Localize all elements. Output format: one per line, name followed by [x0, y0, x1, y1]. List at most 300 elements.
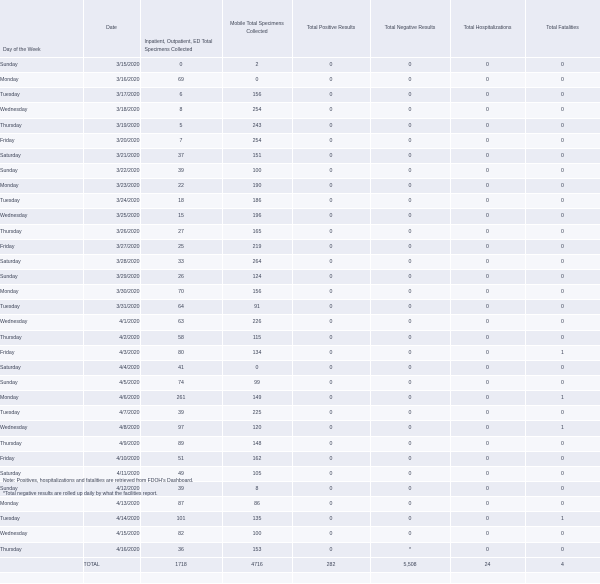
cell-negative-results: 0 — [370, 285, 450, 300]
trailing-cell — [222, 572, 292, 583]
cell-hospitalizations: 0 — [450, 58, 525, 73]
cell-day-of-week: Friday — [0, 451, 83, 466]
cell-positive-results: 0 — [292, 481, 370, 496]
cell-inpatient-specimens: 37 — [140, 148, 222, 163]
cell-mobile-specimens: 219 — [222, 239, 292, 254]
trailing-cell — [370, 572, 450, 583]
cell-negative-results: * — [370, 542, 450, 557]
cell-date: 4/14/2020 — [83, 512, 140, 527]
cell-mobile-specimens: 120 — [222, 421, 292, 436]
cell-inpatient-specimens: 0 — [140, 58, 222, 73]
cell-date: 3/24/2020 — [83, 194, 140, 209]
cell-positive-results: 0 — [292, 254, 370, 269]
cell-positive-results: 0 — [292, 466, 370, 481]
table-row — [0, 375, 600, 390]
cell-positive-results: 0 — [292, 239, 370, 254]
cell-date: 3/30/2020 — [83, 285, 140, 300]
table-row — [0, 436, 600, 451]
table-row — [0, 58, 600, 73]
cell-day-of-week: Thursday — [0, 224, 83, 239]
table-row — [0, 88, 600, 103]
cell-day-of-week: Thursday — [0, 330, 83, 345]
cell-negative-results: 0 — [370, 497, 450, 512]
cell-fatalities: 0 — [525, 527, 600, 542]
cell-fatalities: 0 — [525, 300, 600, 315]
cell-positive-results: 0 — [292, 345, 370, 360]
cell-negative-results: 0 — [370, 209, 450, 224]
cell-inpatient-specimens: 80 — [140, 345, 222, 360]
cell-date: 4/9/2020 — [83, 436, 140, 451]
total-fatalities: 4 — [525, 557, 600, 572]
total-hospitalizations: 24 — [450, 557, 525, 572]
cell-hospitalizations: 0 — [450, 269, 525, 284]
cell-positive-results: 0 — [292, 58, 370, 73]
cell-fatalities: 1 — [525, 345, 600, 360]
cell-hospitalizations: 0 — [450, 497, 525, 512]
cell-day-of-week: Tuesday — [0, 194, 83, 209]
column-header-total-negative-results: Total Negative Results — [370, 0, 450, 58]
cell-negative-results: 0 — [370, 269, 450, 284]
table-row — [0, 300, 600, 315]
cell-mobile-specimens: 100 — [222, 163, 292, 178]
cell-fatalities: 0 — [525, 481, 600, 496]
cell-mobile-specimens: 135 — [222, 512, 292, 527]
table-row — [0, 330, 600, 345]
cell-inpatient-specimens: 63 — [140, 315, 222, 330]
cell-negative-results: 0 — [370, 194, 450, 209]
cell-mobile-specimens: 0 — [222, 360, 292, 375]
cell-negative-results: 0 — [370, 436, 450, 451]
cell-day-of-week: Wednesday — [0, 527, 83, 542]
cell-day-of-week: Monday — [0, 391, 83, 406]
cell-positive-results: 0 — [292, 360, 370, 375]
cell-mobile-specimens: 100 — [222, 527, 292, 542]
cell-day-of-week: Friday — [0, 345, 83, 360]
cell-fatalities: 0 — [525, 148, 600, 163]
column-header-mobile-specimens: Mobile Total Specimens Collected — [222, 0, 292, 58]
cell-hospitalizations: 0 — [450, 103, 525, 118]
cell-inpatient-specimens: 27 — [140, 224, 222, 239]
cell-fatalities: 0 — [525, 285, 600, 300]
cell-positive-results: 0 — [292, 163, 370, 178]
cell-day-of-week: Saturday — [0, 466, 83, 481]
cell-day-of-week: Sunday — [0, 58, 83, 73]
cell-date: 4/2/2020 — [83, 330, 140, 345]
cell-day-of-week: Tuesday — [0, 512, 83, 527]
cell-date: 3/23/2020 — [83, 179, 140, 194]
cell-positive-results: 0 — [292, 497, 370, 512]
cell-negative-results: 0 — [370, 103, 450, 118]
cell-day-of-week: Thursday — [0, 542, 83, 557]
cell-mobile-specimens: 196 — [222, 209, 292, 224]
cell-inpatient-specimens: 70 — [140, 285, 222, 300]
cell-hospitalizations: 0 — [450, 254, 525, 269]
cell-negative-results: 0 — [370, 527, 450, 542]
cell-day-of-week: Friday — [0, 133, 83, 148]
cell-hospitalizations: 0 — [450, 239, 525, 254]
cell-mobile-specimens: 264 — [222, 254, 292, 269]
cell-fatalities: 0 — [525, 73, 600, 88]
total-blank-cell — [0, 557, 83, 572]
cell-positive-results: 0 — [292, 285, 370, 300]
cell-inpatient-specimens: 36 — [140, 542, 222, 557]
cell-fatalities: 0 — [525, 466, 600, 481]
cell-mobile-specimens: 0 — [222, 73, 292, 88]
cell-positive-results: 0 — [292, 406, 370, 421]
cell-hospitalizations: 0 — [450, 133, 525, 148]
cell-mobile-specimens: 186 — [222, 194, 292, 209]
table-row — [0, 269, 600, 284]
table-row — [0, 360, 600, 375]
cell-mobile-specimens: 254 — [222, 133, 292, 148]
cell-negative-results: 0 — [370, 148, 450, 163]
cell-mobile-specimens: 86 — [222, 497, 292, 512]
cell-date: 3/25/2020 — [83, 209, 140, 224]
cell-date: 3/31/2020 — [83, 300, 140, 315]
cell-day-of-week: Wednesday — [0, 421, 83, 436]
cell-hospitalizations: 0 — [450, 194, 525, 209]
cell-hospitalizations: 0 — [450, 163, 525, 178]
table-row — [0, 73, 600, 88]
cell-date: 4/1/2020 — [83, 315, 140, 330]
cell-positive-results: 0 — [292, 542, 370, 557]
cell-hospitalizations: 0 — [450, 73, 525, 88]
column-header-inpatient-specimens: Inpatient, Outpatient, ED Total Specimens Collected — [140, 0, 222, 58]
cell-fatalities: 1 — [525, 391, 600, 406]
cell-hospitalizations: 0 — [450, 481, 525, 496]
table-row — [0, 239, 600, 254]
cell-fatalities: 0 — [525, 375, 600, 390]
cell-mobile-specimens: 149 — [222, 391, 292, 406]
footnote-source: Note: Positives, hospitalizations and fatalities are retrieved from FDOH's Dashboard. — [3, 478, 194, 484]
cell-hospitalizations: 0 — [450, 542, 525, 557]
total-negative-results: 5,508 — [370, 557, 450, 572]
cell-fatalities: 0 — [525, 103, 600, 118]
cell-fatalities: 0 — [525, 209, 600, 224]
cell-mobile-specimens: 124 — [222, 269, 292, 284]
cell-negative-results: 0 — [370, 163, 450, 178]
cell-fatalities: 0 — [525, 330, 600, 345]
table-row — [0, 103, 600, 118]
cell-inpatient-specimens: 89 — [140, 436, 222, 451]
cell-day-of-week: Tuesday — [0, 88, 83, 103]
cell-day-of-week: Wednesday — [0, 209, 83, 224]
cell-date: 4/13/2020 — [83, 497, 140, 512]
table-row — [0, 118, 600, 133]
cell-negative-results: 0 — [370, 88, 450, 103]
cell-positive-results: 0 — [292, 527, 370, 542]
cell-hospitalizations: 0 — [450, 179, 525, 194]
table-row — [0, 542, 600, 557]
cell-hospitalizations: 0 — [450, 406, 525, 421]
cell-mobile-specimens: 156 — [222, 88, 292, 103]
cell-mobile-specimens: 254 — [222, 103, 292, 118]
trailing-cell — [0, 572, 83, 583]
cell-date: 3/27/2020 — [83, 239, 140, 254]
table-row — [0, 451, 600, 466]
cell-fatalities: 0 — [525, 179, 600, 194]
total-positive-results: 282 — [292, 557, 370, 572]
cell-hospitalizations: 0 — [450, 209, 525, 224]
cell-positive-results: 0 — [292, 88, 370, 103]
cell-mobile-specimens: 156 — [222, 285, 292, 300]
cell-mobile-specimens: 148 — [222, 436, 292, 451]
table-row — [0, 224, 600, 239]
cell-date: 3/20/2020 — [83, 133, 140, 148]
trailing-cell — [450, 572, 525, 583]
cell-date: 4/4/2020 — [83, 360, 140, 375]
cell-hospitalizations: 0 — [450, 375, 525, 390]
cell-positive-results: 0 — [292, 330, 370, 345]
cell-day-of-week: Thursday — [0, 436, 83, 451]
cell-hospitalizations: 0 — [450, 148, 525, 163]
cell-date: 4/16/2020 — [83, 542, 140, 557]
column-header-date: Date — [83, 0, 140, 58]
cell-date: 3/28/2020 — [83, 254, 140, 269]
cell-inpatient-specimens: 5 — [140, 118, 222, 133]
cell-day-of-week: Wednesday — [0, 103, 83, 118]
cell-negative-results: 0 — [370, 58, 450, 73]
table-trailing-row — [0, 572, 600, 583]
cell-negative-results: 0 — [370, 375, 450, 390]
cell-inpatient-specimens: 87 — [140, 497, 222, 512]
table-row — [0, 209, 600, 224]
trailing-cell — [140, 572, 222, 583]
cell-positive-results: 0 — [292, 148, 370, 163]
cell-inpatient-specimens: 261 — [140, 391, 222, 406]
cell-negative-results: 0 — [370, 73, 450, 88]
cell-inpatient-specimens: 69 — [140, 73, 222, 88]
table-row — [0, 421, 600, 436]
cell-day-of-week: Thursday — [0, 118, 83, 133]
cell-fatalities: 0 — [525, 436, 600, 451]
cell-day-of-week: Monday — [0, 73, 83, 88]
cell-mobile-specimens: 134 — [222, 345, 292, 360]
cell-date: 3/17/2020 — [83, 88, 140, 103]
table-row — [0, 148, 600, 163]
cell-inpatient-specimens: 25 — [140, 239, 222, 254]
trailing-cell — [525, 572, 600, 583]
table-row — [0, 179, 600, 194]
cell-hospitalizations: 0 — [450, 527, 525, 542]
cell-day-of-week: Tuesday — [0, 406, 83, 421]
cell-day-of-week: Tuesday — [0, 300, 83, 315]
cell-positive-results: 0 — [292, 300, 370, 315]
cell-date: 3/21/2020 — [83, 148, 140, 163]
table-row — [0, 527, 600, 542]
cell-inpatient-specimens: 97 — [140, 421, 222, 436]
cell-hospitalizations: 0 — [450, 285, 525, 300]
cell-fatalities: 0 — [525, 88, 600, 103]
cell-hospitalizations: 0 — [450, 421, 525, 436]
cell-day-of-week: Saturday — [0, 360, 83, 375]
cell-fatalities: 1 — [525, 512, 600, 527]
cell-date: 4/8/2020 — [83, 421, 140, 436]
cell-mobile-specimens: 226 — [222, 315, 292, 330]
cell-date: 4/6/2020 — [83, 391, 140, 406]
table-header-row — [0, 0, 600, 58]
cell-positive-results: 0 — [292, 209, 370, 224]
cell-positive-results: 0 — [292, 118, 370, 133]
cell-positive-results: 0 — [292, 375, 370, 390]
cell-day-of-week: Friday — [0, 239, 83, 254]
cell-negative-results: 0 — [370, 451, 450, 466]
table-footer — [0, 557, 600, 583]
total-inpatient-specimens: 1718 — [140, 557, 222, 572]
cell-fatalities: 0 — [525, 118, 600, 133]
cell-inpatient-specimens: 33 — [140, 254, 222, 269]
cell-date: 4/11/2020 — [83, 466, 140, 481]
cell-positive-results: 0 — [292, 73, 370, 88]
cell-day-of-week: Saturday — [0, 148, 83, 163]
cell-negative-results: 0 — [370, 239, 450, 254]
cell-inpatient-specimens: 51 — [140, 451, 222, 466]
cell-mobile-specimens: 151 — [222, 148, 292, 163]
cell-inpatient-specimens: 39 — [140, 163, 222, 178]
cell-day-of-week: Wednesday — [0, 315, 83, 330]
cell-inpatient-specimens: 39 — [140, 481, 222, 496]
cell-negative-results: 0 — [370, 133, 450, 148]
cell-hospitalizations: 0 — [450, 315, 525, 330]
cell-hospitalizations: 0 — [450, 330, 525, 345]
cell-date: 3/29/2020 — [83, 269, 140, 284]
cell-positive-results: 0 — [292, 269, 370, 284]
cell-hospitalizations: 0 — [450, 345, 525, 360]
cell-hospitalizations: 0 — [450, 512, 525, 527]
cell-negative-results: 0 — [370, 330, 450, 345]
cell-positive-results: 0 — [292, 391, 370, 406]
cell-negative-results: 0 — [370, 224, 450, 239]
cell-date: 3/26/2020 — [83, 224, 140, 239]
column-header-total-fatalities: Total Fatalities — [525, 0, 600, 58]
footnotes — [3, 479, 193, 505]
cell-negative-results: 0 — [370, 360, 450, 375]
total-mobile-specimens: 4716 — [222, 557, 292, 572]
cell-inpatient-specimens: 41 — [140, 360, 222, 375]
cell-inpatient-specimens: 15 — [140, 209, 222, 224]
cell-mobile-specimens: 190 — [222, 179, 292, 194]
cell-day-of-week: Sunday — [0, 163, 83, 178]
cell-day-of-week: Monday — [0, 179, 83, 194]
cell-fatalities: 0 — [525, 497, 600, 512]
cell-date: 3/16/2020 — [83, 73, 140, 88]
cell-inpatient-specimens: 74 — [140, 375, 222, 390]
table-row — [0, 512, 600, 527]
cell-negative-results: 0 — [370, 466, 450, 481]
cell-day-of-week: Monday — [0, 497, 83, 512]
cell-hospitalizations: 0 — [450, 88, 525, 103]
column-header-total-hospitalizations: Total Hospitalizations — [450, 0, 525, 58]
cell-mobile-specimens: 243 — [222, 118, 292, 133]
cell-inpatient-specimens: 18 — [140, 194, 222, 209]
table-row — [0, 391, 600, 406]
table-row — [0, 315, 600, 330]
cell-inpatient-specimens: 39 — [140, 406, 222, 421]
cell-date: 3/18/2020 — [83, 103, 140, 118]
cell-negative-results: 0 — [370, 300, 450, 315]
cell-positive-results: 0 — [292, 451, 370, 466]
cell-positive-results: 0 — [292, 512, 370, 527]
cell-mobile-specimens: 225 — [222, 406, 292, 421]
table-row — [0, 254, 600, 269]
trailing-cell — [292, 572, 370, 583]
cell-date: 4/12/2020 — [83, 481, 140, 496]
cell-negative-results: 0 — [370, 179, 450, 194]
cell-inpatient-specimens: 49 — [140, 466, 222, 481]
cell-negative-results: 0 — [370, 512, 450, 527]
cell-date: 3/15/2020 — [83, 58, 140, 73]
cell-negative-results: 0 — [370, 254, 450, 269]
column-header-total-positive-results: Total Positive Results — [292, 0, 370, 58]
cell-hospitalizations: 0 — [450, 360, 525, 375]
cell-hospitalizations: 0 — [450, 451, 525, 466]
total-label: TOTAL — [83, 557, 140, 572]
cell-positive-results: 0 — [292, 194, 370, 209]
cell-mobile-specimens: 99 — [222, 375, 292, 390]
cell-date: 4/10/2020 — [83, 451, 140, 466]
cell-hospitalizations: 0 — [450, 118, 525, 133]
cell-fatalities: 0 — [525, 194, 600, 209]
cell-date: 4/5/2020 — [83, 375, 140, 390]
cell-date: 3/22/2020 — [83, 163, 140, 178]
cell-fatalities: 0 — [525, 133, 600, 148]
cell-mobile-specimens: 162 — [222, 451, 292, 466]
cell-mobile-specimens: 165 — [222, 224, 292, 239]
cell-fatalities: 0 — [525, 542, 600, 557]
table-row — [0, 285, 600, 300]
cell-hospitalizations: 0 — [450, 466, 525, 481]
cell-negative-results: 0 — [370, 118, 450, 133]
cell-inpatient-specimens: 64 — [140, 300, 222, 315]
trailing-cell — [83, 572, 140, 583]
cell-mobile-specimens: 91 — [222, 300, 292, 315]
cell-day-of-week: Sunday — [0, 375, 83, 390]
cell-fatalities: 0 — [525, 406, 600, 421]
cell-hospitalizations: 0 — [450, 300, 525, 315]
table-row — [0, 345, 600, 360]
cell-inpatient-specimens: 26 — [140, 269, 222, 284]
table-row — [0, 194, 600, 209]
cell-fatalities: 0 — [525, 360, 600, 375]
column-header-day-of-week: Day of the Week — [0, 0, 83, 58]
cell-negative-results: 0 — [370, 406, 450, 421]
cell-fatalities: 0 — [525, 239, 600, 254]
table-row — [0, 406, 600, 421]
cell-negative-results: 0 — [370, 391, 450, 406]
cell-inpatient-specimens: 58 — [140, 330, 222, 345]
cell-day-of-week: Sunday — [0, 269, 83, 284]
cell-positive-results: 0 — [292, 421, 370, 436]
cell-fatalities: 0 — [525, 451, 600, 466]
cell-inpatient-specimens: 7 — [140, 133, 222, 148]
cell-mobile-specimens: 2 — [222, 58, 292, 73]
cell-inpatient-specimens: 101 — [140, 512, 222, 527]
cell-fatalities: 1 — [525, 421, 600, 436]
cell-date: 3/19/2020 — [83, 118, 140, 133]
table-row-total — [0, 557, 600, 572]
table-row — [0, 133, 600, 148]
cell-positive-results: 0 — [292, 315, 370, 330]
cell-positive-results: 0 — [292, 133, 370, 148]
cell-mobile-specimens: 8 — [222, 481, 292, 496]
table-row — [0, 163, 600, 178]
cell-date: 4/3/2020 — [83, 345, 140, 360]
cell-mobile-specimens: 105 — [222, 466, 292, 481]
table-body — [0, 0, 600, 58]
cell-hospitalizations: 0 — [450, 391, 525, 406]
cell-day-of-week: Monday — [0, 285, 83, 300]
cell-hospitalizations: 0 — [450, 436, 525, 451]
